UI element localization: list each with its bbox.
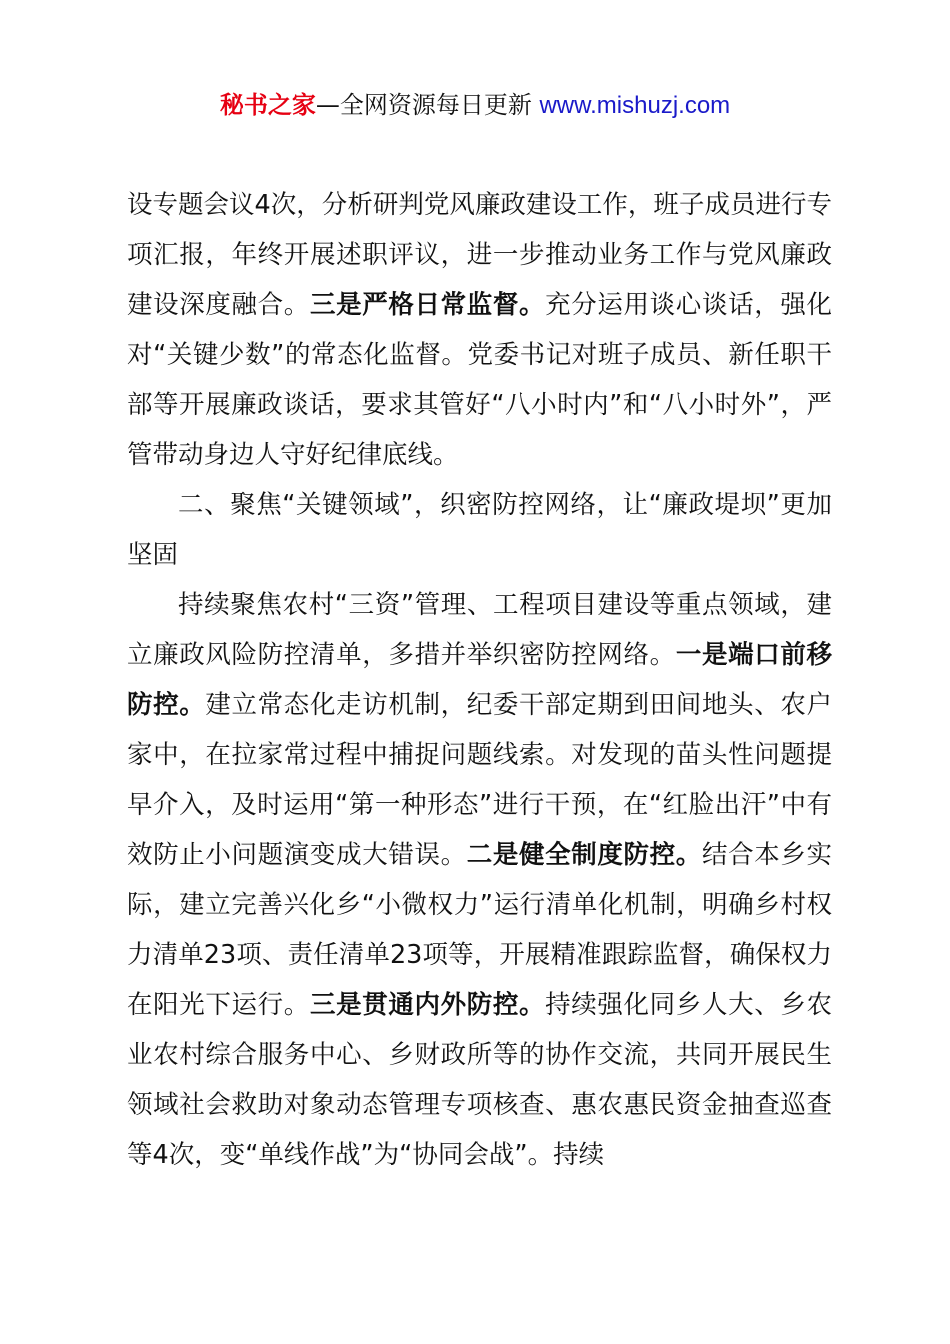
paragraph-1	[127, 180, 832, 480]
text-run: 充分运用谈心谈话，强化对“关键少数”的常态化监督。党委书记对班子成员、新任职干部等开展廉政谈话，要求其管好“八小时内”和“八小时外”，严管带动身边人守好纪律底线。	[127, 290, 832, 470]
text-run: 持续聚焦农村“三资”管理、工程项目建设等重点领域，建立廉政风险防控清单，多措并举织密防控网络。	[127, 590, 832, 670]
bold-heading-run: 三是贯通内外防控。	[309, 990, 546, 1020]
text-run: 持续强化同乡人大、乡农业农村综合服务中心、乡财政所等的协作交流，共同开展民生领域社会救助对象动态管理专项核查、惠农惠民资金抽查巡查等4次，变“单线作战”为“协同会战”。持续	[127, 990, 832, 1170]
bold-heading-run: 一是端口前移防控。	[127, 640, 832, 720]
text-run: 结合本乡实际，建立完善兴化乡“小微权力”运行清单化机制，明确乡村权力清单23项、责任清单23项等，开展精准跟踪监督，确保权力在阳光下运行。	[127, 840, 832, 1020]
text-run: 建立常态化走访机制，纪委干部定期到田间地头、农户家中，在拉家常过程中捕捉问题线索。对发现的苗头性问题提早介入，及时运用“第一种形态”进行干预，在“红脸出汗”中有效防止小问题演变成大错误。	[127, 690, 832, 870]
header-slogan: —全网资源每日更新	[315, 91, 540, 119]
section-heading	[127, 480, 832, 580]
paragraph-3	[127, 580, 832, 1180]
bold-heading-run: 三是严格日常监督。	[309, 290, 546, 320]
bold-heading-run: 二是健全制度防控。	[466, 840, 702, 870]
text-run: 二、聚焦“关键领域”，织密防控网络，让“廉政堤坝”更加坚固	[127, 490, 832, 570]
page-header	[0, 88, 950, 123]
text-run: 设专题会议4次，分析研判党风廉政建设工作，班子成员进行专项汇报，年终开展述职评议，进一步推动业务工作与党风廉政建设深度融合。	[127, 190, 832, 320]
site-url-link[interactable]: www.mishuzj.com	[539, 92, 731, 119]
document-body	[127, 180, 832, 1180]
brand-name: 秘书之家	[219, 91, 316, 119]
